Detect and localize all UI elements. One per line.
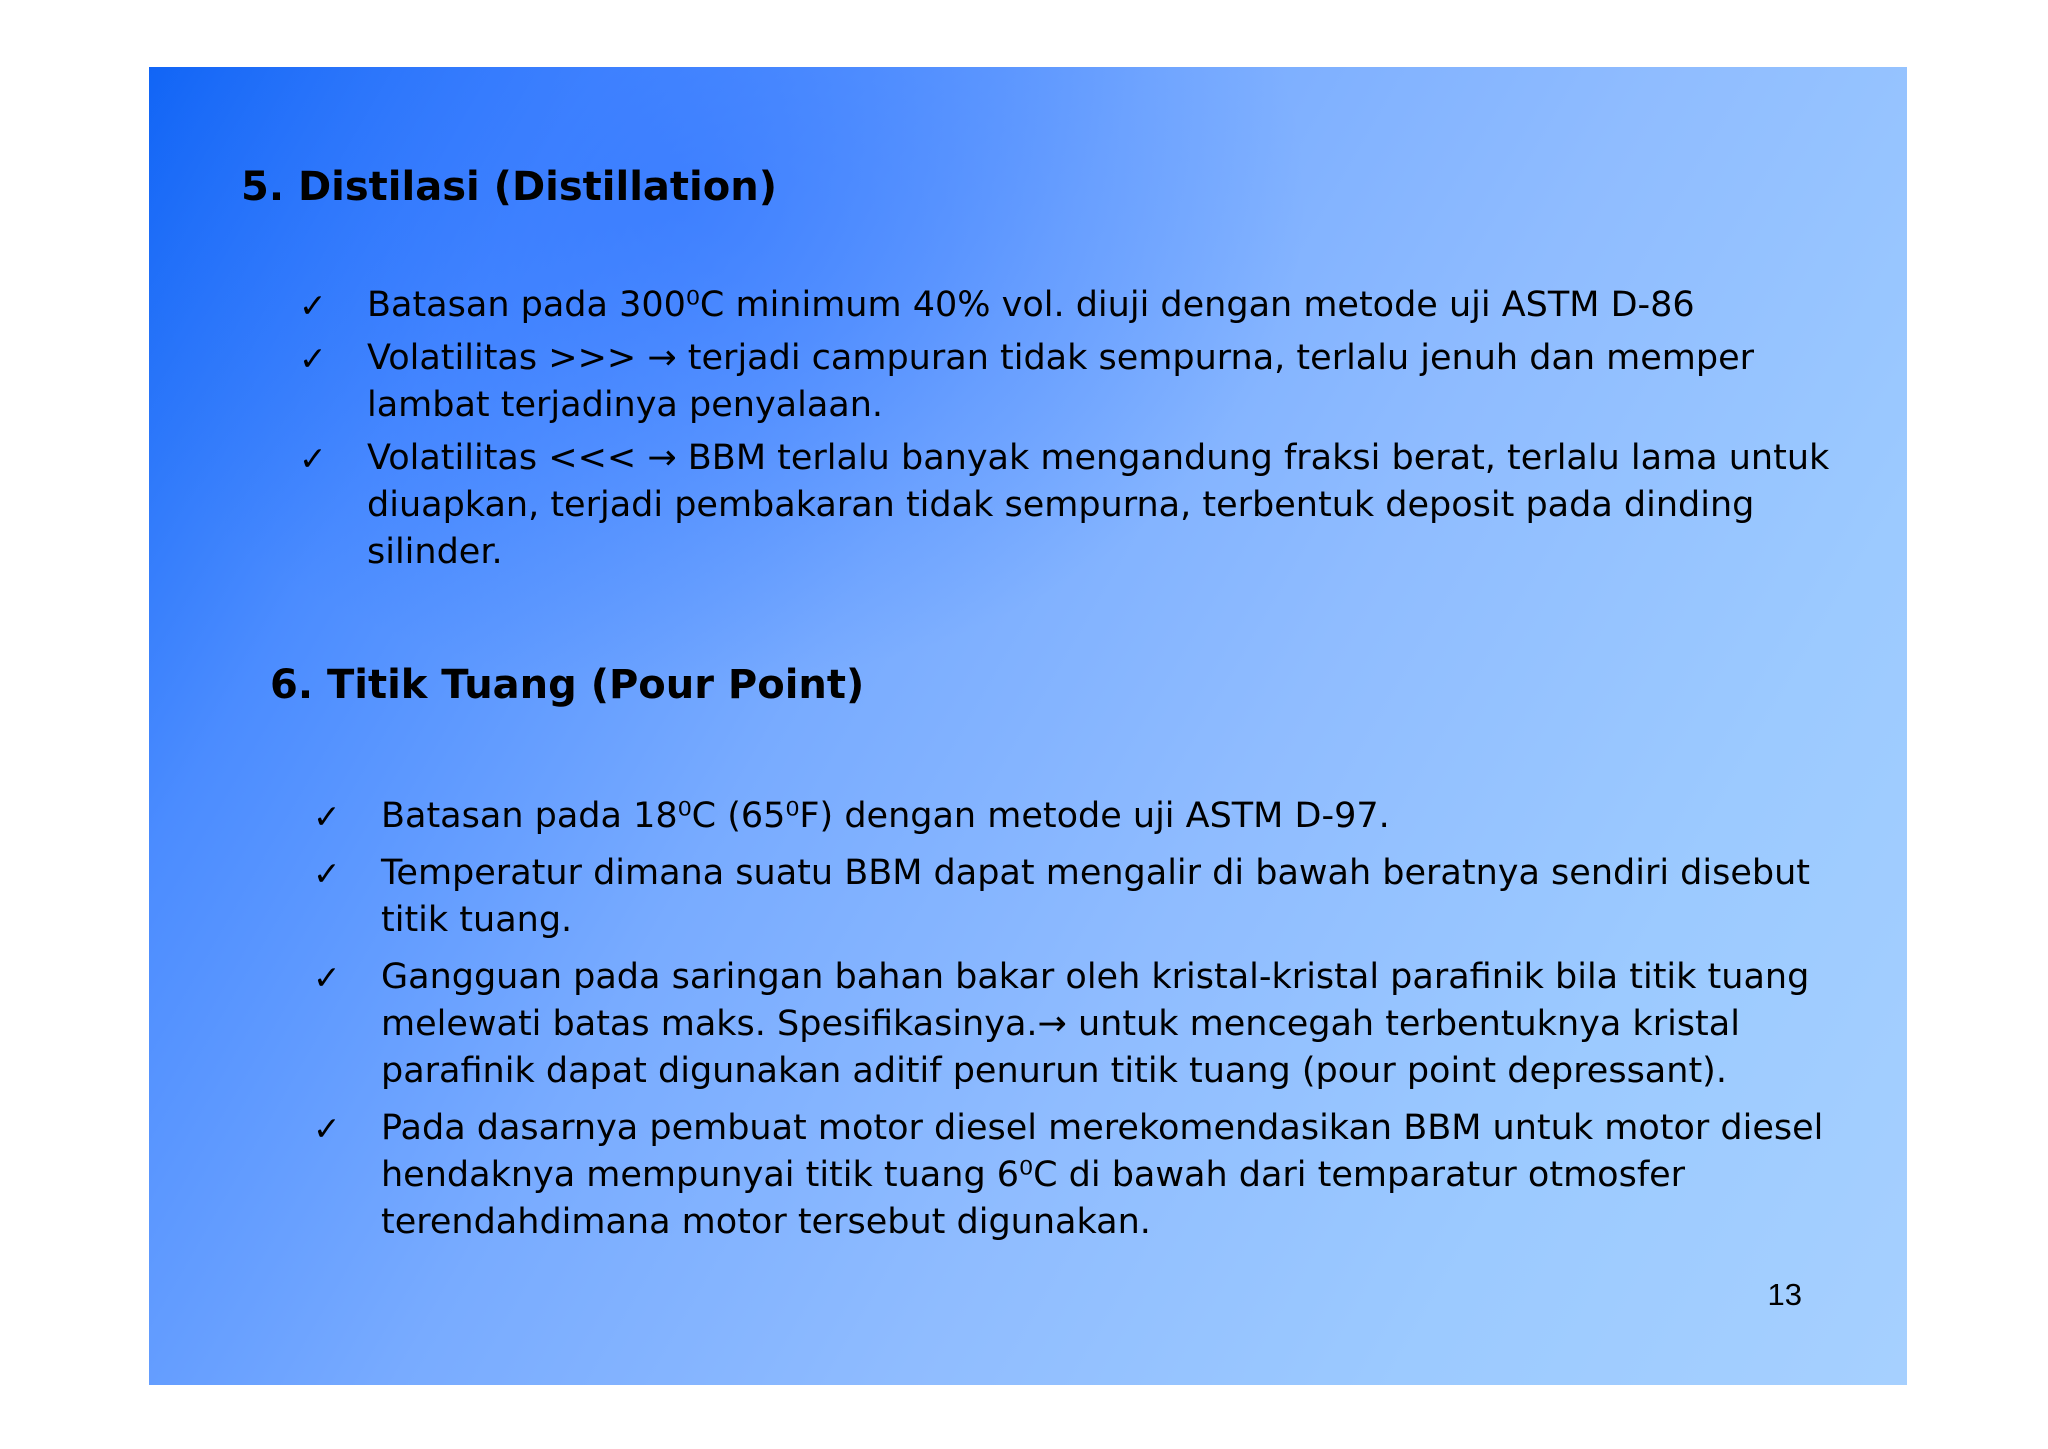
checkmark-icon: ✓ xyxy=(313,1109,341,1148)
list-item xyxy=(313,793,1873,840)
slide xyxy=(149,67,1907,1385)
list-item xyxy=(313,954,1873,1095)
checkmark-icon: ✓ xyxy=(313,854,341,893)
list-item-text: Pada dasarnya pembuat motor diesel merekomendasikan BBM untuk motor diesel hendaknya mempunyai titik tuang 6⁰C di bawah dari temparatur otmosfer terendahdimana motor tersebut digunakan. xyxy=(381,1108,1824,1242)
checkmark-icon: ✓ xyxy=(299,439,327,478)
list-item-text: Volatilitas <<< → BBM terlalu banyak mengandung fraksi berat, terlalu lama untuk diuapkan, terjadi pembakaran tidak sempurna, terbentuk deposit pada dinding silinder. xyxy=(367,438,1830,572)
section-5-title: 5. Distilasi (Distillation) xyxy=(241,164,777,210)
checkmark-icon: ✓ xyxy=(313,958,341,997)
checkmark-icon: ✓ xyxy=(313,797,341,836)
list-item xyxy=(313,1105,1873,1246)
list-item xyxy=(299,282,1859,329)
list-item xyxy=(299,335,1859,429)
list-item-text: Volatilitas >>> → terjadi campuran tidak sempurna, terlalu jenuh dan memper lambat terjadinya penyalaan. xyxy=(367,338,1755,425)
list-item-text: Batasan pada 18⁰C (65⁰F) dengan metode uji ASTM D-97. xyxy=(381,796,1390,836)
section-6-title: 6. Titik Tuang (Pour Point) xyxy=(270,662,865,708)
list-item-text: Gangguan pada saringan bahan bakar oleh kristal-kristal parafinik bila titik tuang melewati batas maks. Spesifikasinya.→ untuk mencegah terbentuknya kristal parafinik dapat digunakan aditif penurun titik tuang (pour point depressant). xyxy=(381,957,1810,1091)
list-item-text: Batasan pada 300⁰C minimum 40% vol. diuji dengan metode uji ASTM D-86 xyxy=(367,285,1695,325)
list-item xyxy=(299,435,1859,576)
section-5-list xyxy=(299,282,1859,582)
checkmark-icon: ✓ xyxy=(299,339,327,378)
page-number: 13 xyxy=(1767,1277,1802,1312)
list-item xyxy=(313,850,1873,944)
checkmark-icon: ✓ xyxy=(299,286,327,325)
list-item-text: Temperatur dimana suatu BBM dapat mengalir di bawah beratnya sendiri disebut titik tuang. xyxy=(381,853,1811,940)
section-6-list xyxy=(313,793,1873,1256)
